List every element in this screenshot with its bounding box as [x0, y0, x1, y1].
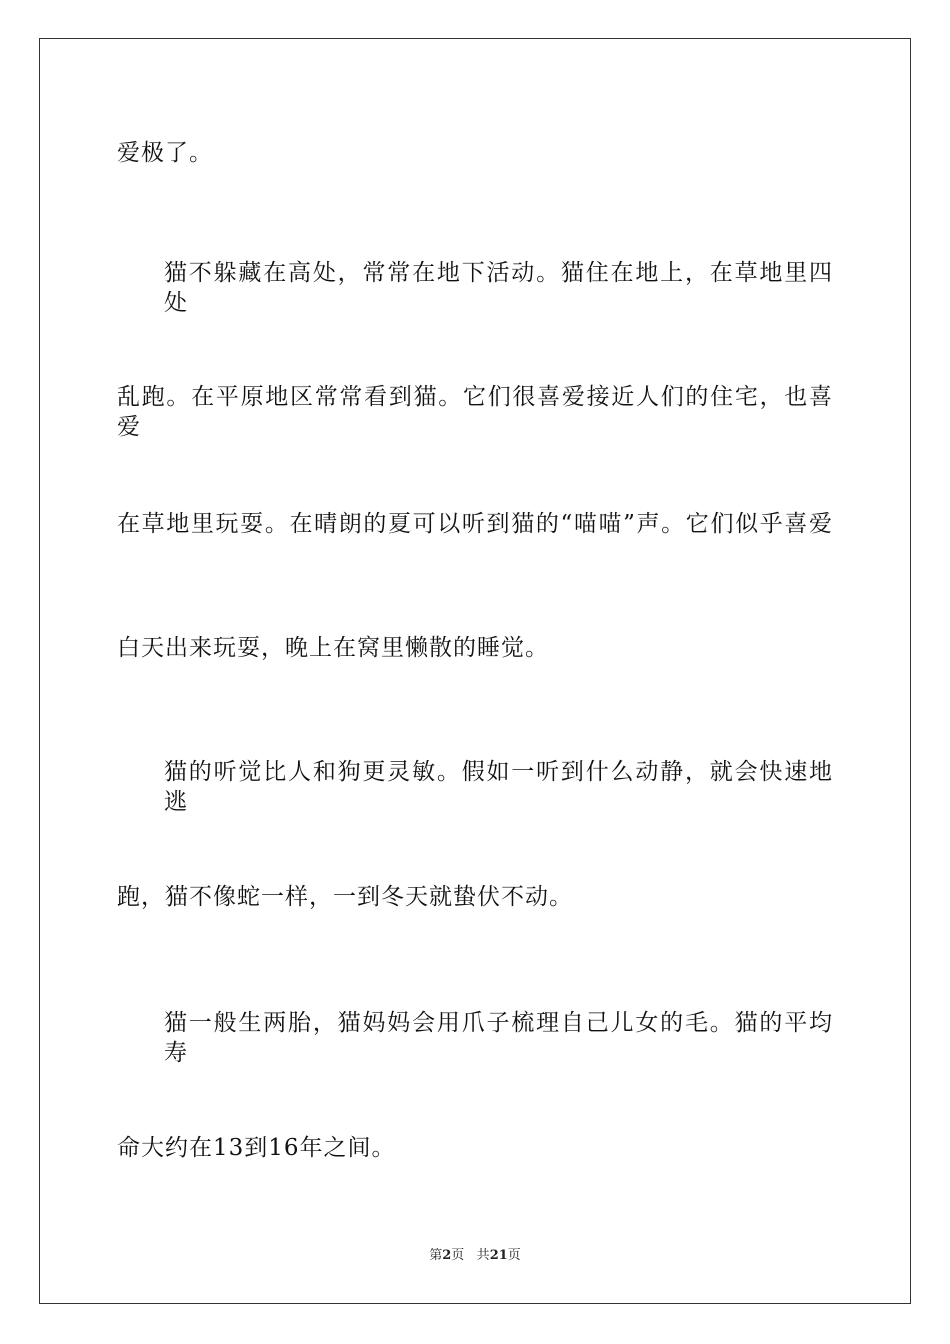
footer-total-pages: 21	[489, 1248, 508, 1263]
text-line-8: 猫一般生两胎，猫妈妈会用爪子梳理自己儿女的毛。猫的平均寿	[164, 1010, 833, 1066]
footer-total-suffix: 页	[507, 1248, 521, 1263]
text-line-6: 猫的听觉比人和狗更灵敏。假如一听到什么动静，就会快速地逃	[164, 759, 833, 815]
footer-page-prefix: 第	[429, 1248, 443, 1263]
page-frame	[39, 38, 911, 1304]
text-line-9: 命大约在13到16年之间。	[117, 1135, 396, 1161]
page-footer	[0, 1247, 950, 1265]
text-line-5: 白天出来玩耍，晚上在窝里懒散的睡觉。	[117, 635, 549, 661]
footer-page-suffix: 页	[451, 1248, 465, 1263]
footer-total-prefix: 共	[476, 1248, 490, 1263]
text-line-1: 爱极了。	[117, 140, 213, 166]
footer-page-number: 2	[442, 1248, 452, 1263]
text-line-2: 猫不躲藏在高处，常常在地下活动。猫住在地上，在草地里四处	[164, 260, 833, 316]
text-line-7: 跑，猫不像蛇一样，一到冬天就蛰伏不动。	[117, 884, 573, 910]
text-line-3: 乱跑。在平原地区常常看到猫。它们很喜爱接近人们的住宅，也喜爱	[117, 384, 833, 440]
text-line-4: 在草地里玩耍。在晴朗的夏可以听到猫的“喵喵”声。它们似乎喜爱	[117, 511, 833, 537]
